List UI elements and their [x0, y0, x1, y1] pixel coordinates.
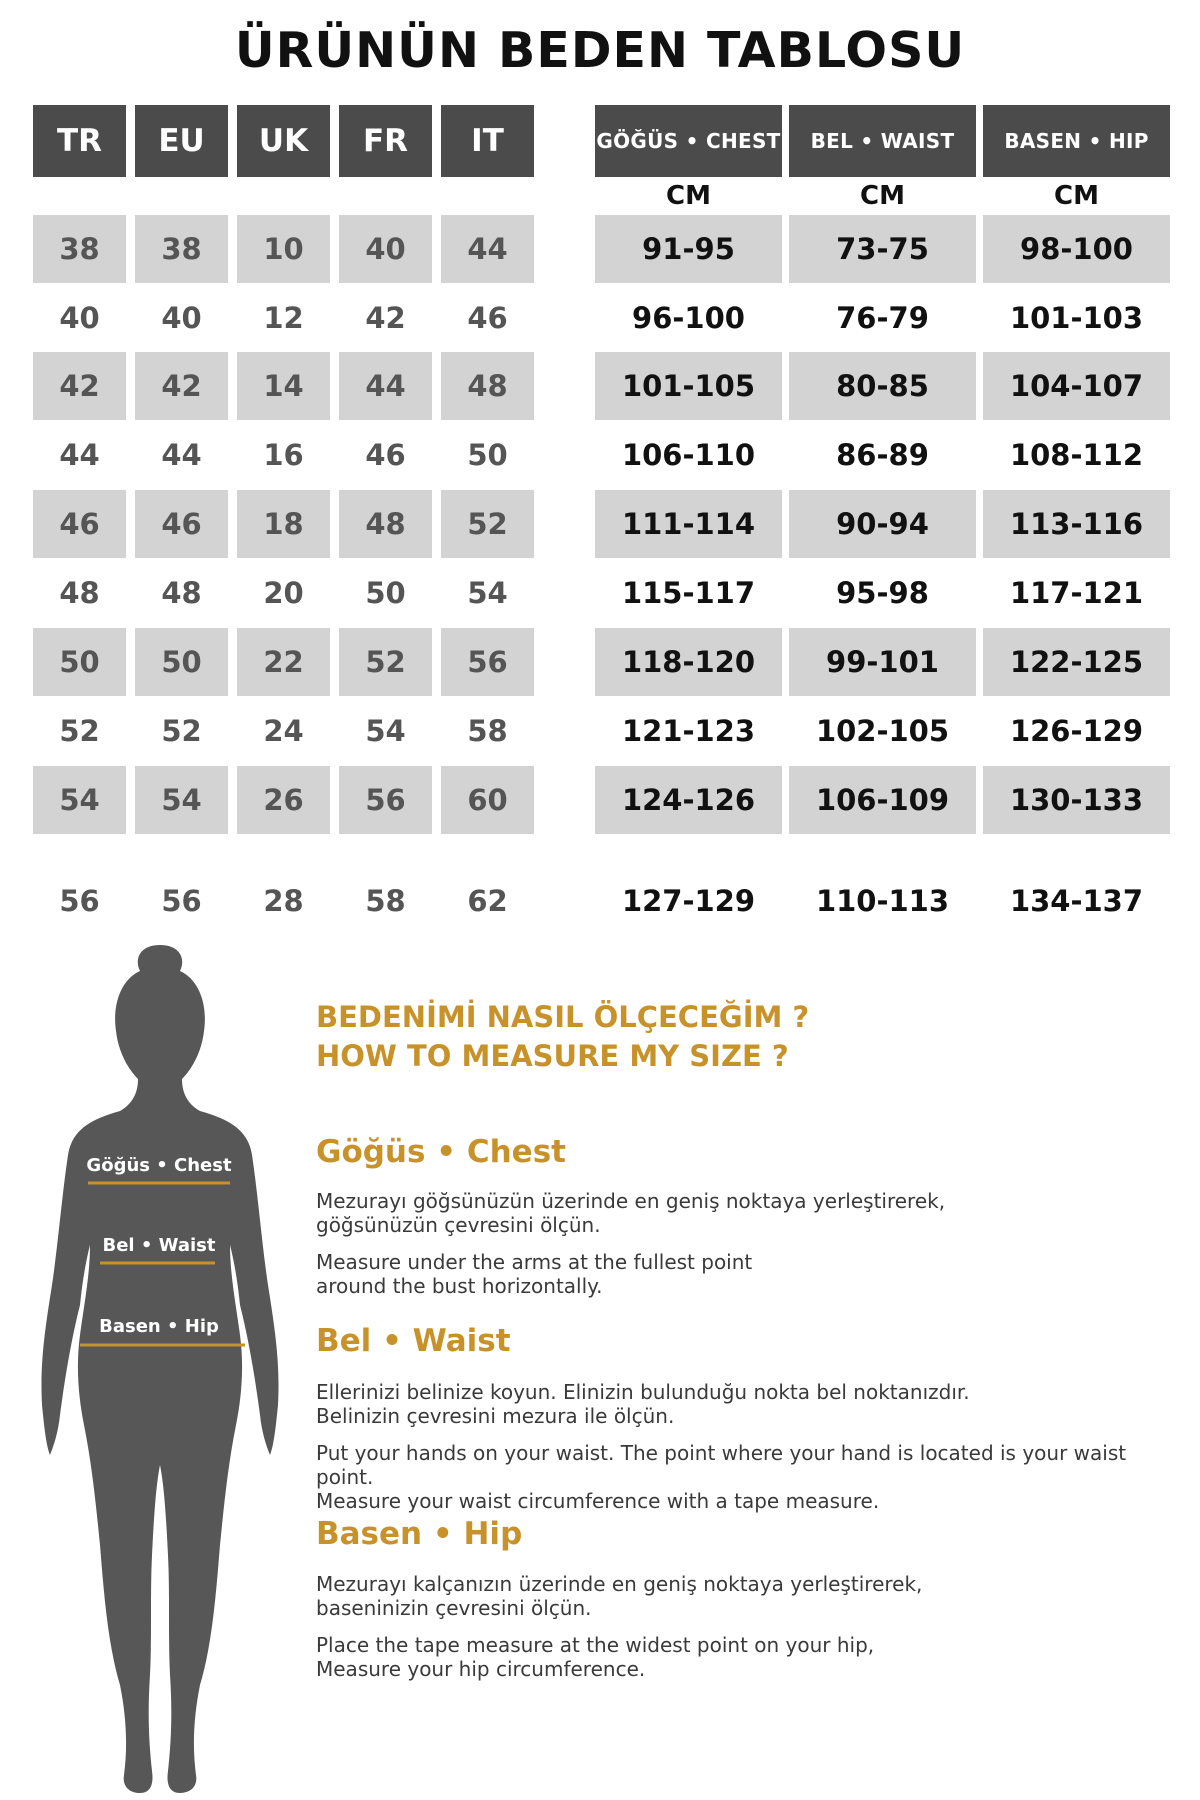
hip-text-en: Place the tape measure at the widest point on your hip, Measure your hip circumference.: [316, 1633, 875, 1681]
measure-cell: 86-89: [836, 438, 929, 472]
measure-cell: 117-121: [1009, 576, 1144, 610]
size-cell: 50: [135, 628, 228, 696]
size-cell: 50: [33, 628, 126, 696]
size-cell: 54: [365, 714, 406, 748]
size-cell: 28: [263, 884, 304, 918]
measure-cell: 106-110: [621, 438, 756, 472]
size-cell: 48: [339, 490, 432, 558]
size-cell: 40: [59, 301, 100, 335]
hip-text-tr: Mezurayı kalçanızın üzerinde en geniş noktaya yerleştirerek, baseninizin çevresini ölçün.: [316, 1572, 923, 1620]
size-col-header: UK: [237, 105, 330, 177]
measure-cell: 104-107: [983, 352, 1170, 420]
size-cell: 44: [59, 438, 100, 472]
waist-text-tr: Ellerinizi belinize koyun. Elinizin bulunduğu nokta bel noktanızdır. Belinizin çevresini mezura ile ölçün.: [316, 1380, 970, 1428]
measure-cell: 80-85: [789, 352, 976, 420]
hip-section-title: Basen • Hip: [316, 1516, 523, 1552]
measure-col-header: BEL • WAIST: [789, 105, 976, 177]
size-cell: 48: [441, 352, 534, 420]
measure-cell: 98-100: [983, 215, 1170, 283]
size-cell: 62: [467, 884, 508, 918]
size-cell: 12: [263, 301, 304, 335]
unit-label: CM: [1054, 181, 1099, 211]
size-cell: 56: [161, 884, 202, 918]
size-cell: 46: [135, 490, 228, 558]
measure-cell: 101-105: [595, 352, 782, 420]
chest-section-title: Göğüs • Chest: [316, 1134, 566, 1170]
page-title: ÜRÜNÜN BEDEN TABLOSU: [234, 22, 966, 79]
measure-col-header: BASEN • HIP: [983, 105, 1170, 177]
size-cell: 42: [365, 301, 406, 335]
waist-text-en: Put your hands on your waist. The point where your hand is located is your waist point. Measure your waist circumference with a tape measure.: [316, 1441, 1127, 1513]
measure-cell: 115-117: [621, 576, 756, 610]
measure-cell: 102-105: [815, 714, 950, 748]
size-col-header: EU: [135, 105, 228, 177]
body-silhouette: [41, 945, 278, 1793]
size-cell: 42: [33, 352, 126, 420]
size-cell: 46: [467, 301, 508, 335]
waist-section-title: Bel • Waist: [316, 1323, 511, 1359]
size-cell: 58: [467, 714, 508, 748]
unit-label: CM: [666, 181, 711, 211]
size-cell: 54: [135, 766, 228, 834]
size-cell: 44: [161, 438, 202, 472]
measure-cell: 110-113: [815, 884, 950, 918]
size-cell: 48: [59, 576, 100, 610]
size-cell: 52: [161, 714, 202, 748]
size-cell: 54: [33, 766, 126, 834]
unit-label: CM: [860, 181, 905, 211]
measure-cell: 127-129: [621, 884, 756, 918]
size-cell: 52: [59, 714, 100, 748]
chest-text-en: Measure under the arms at the fullest point around the bust horizontally.: [316, 1250, 753, 1298]
measure-cell: 118-120: [595, 628, 782, 696]
measure-cell: 90-94: [789, 490, 976, 558]
measure-cell: 106-109: [789, 766, 976, 834]
measure-cell: 126-129: [1009, 714, 1144, 748]
size-cell: 50: [467, 438, 508, 472]
size-cell: 56: [59, 884, 100, 918]
measure-cell: 108-112: [1009, 438, 1144, 472]
measure-cell: 134-137: [1009, 884, 1144, 918]
size-cell: 16: [263, 438, 304, 472]
size-cell: 42: [135, 352, 228, 420]
figure-label-chest: Göğüs • Chest: [86, 1155, 232, 1176]
size-cell: 48: [161, 576, 202, 610]
measure-cell: 101-103: [1009, 301, 1144, 335]
measure-cell: 95-98: [836, 576, 929, 610]
size-cell: 56: [441, 628, 534, 696]
size-cell: 46: [33, 490, 126, 558]
measure-cell: 76-79: [836, 301, 929, 335]
size-col-header: FR: [339, 105, 432, 177]
measure-cell: 111-114: [595, 490, 782, 558]
measure-cell: 113-116: [983, 490, 1170, 558]
measure-cell: 99-101: [789, 628, 976, 696]
size-cell: 58: [365, 884, 406, 918]
size-cell: 10: [237, 215, 330, 283]
size-cell: 60: [441, 766, 534, 834]
size-cell: 38: [135, 215, 228, 283]
measure-cell: 121-123: [621, 714, 756, 748]
measure-cell: 91-95: [595, 215, 782, 283]
chest-text-tr: Mezurayı göğsünüzün üzerinde en geniş noktaya yerleştirerek, göğsünüzün çevresini ölçün.: [316, 1189, 946, 1237]
guide-heading-tr: BEDENİMİ NASIL ÖLÇECEĞİM ?: [316, 1000, 810, 1034]
size-cell: 50: [365, 576, 406, 610]
size-cell: 22: [237, 628, 330, 696]
size-cell: 52: [441, 490, 534, 558]
measure-cell: 130-133: [983, 766, 1170, 834]
size-cell: 46: [365, 438, 406, 472]
body-figure-illustration: [30, 945, 290, 1795]
measure-col-header: GÖĞÜS • CHEST: [595, 105, 782, 177]
size-cell: 54: [467, 576, 508, 610]
measure-cell: 96-100: [632, 301, 745, 335]
measure-cell: 122-125: [983, 628, 1170, 696]
size-cell: 56: [339, 766, 432, 834]
size-cell: 14: [237, 352, 330, 420]
figure-label-waist: Bel • Waist: [102, 1235, 216, 1256]
size-col-header: TR: [33, 105, 126, 177]
size-cell: 18: [237, 490, 330, 558]
size-cell: 24: [263, 714, 304, 748]
size-cell: 44: [339, 352, 432, 420]
guide-heading-en: HOW TO MEASURE MY SIZE ?: [316, 1039, 789, 1073]
size-cell: 52: [339, 628, 432, 696]
size-cell: 20: [263, 576, 304, 610]
measure-cell: 73-75: [789, 215, 976, 283]
size-cell: 44: [441, 215, 534, 283]
size-col-header: IT: [441, 105, 534, 177]
size-cell: 40: [339, 215, 432, 283]
measure-cell: 124-126: [595, 766, 782, 834]
figure-label-hip: Basen • Hip: [99, 1316, 219, 1337]
size-cell: 38: [33, 215, 126, 283]
size-cell: 40: [161, 301, 202, 335]
size-cell: 26: [237, 766, 330, 834]
